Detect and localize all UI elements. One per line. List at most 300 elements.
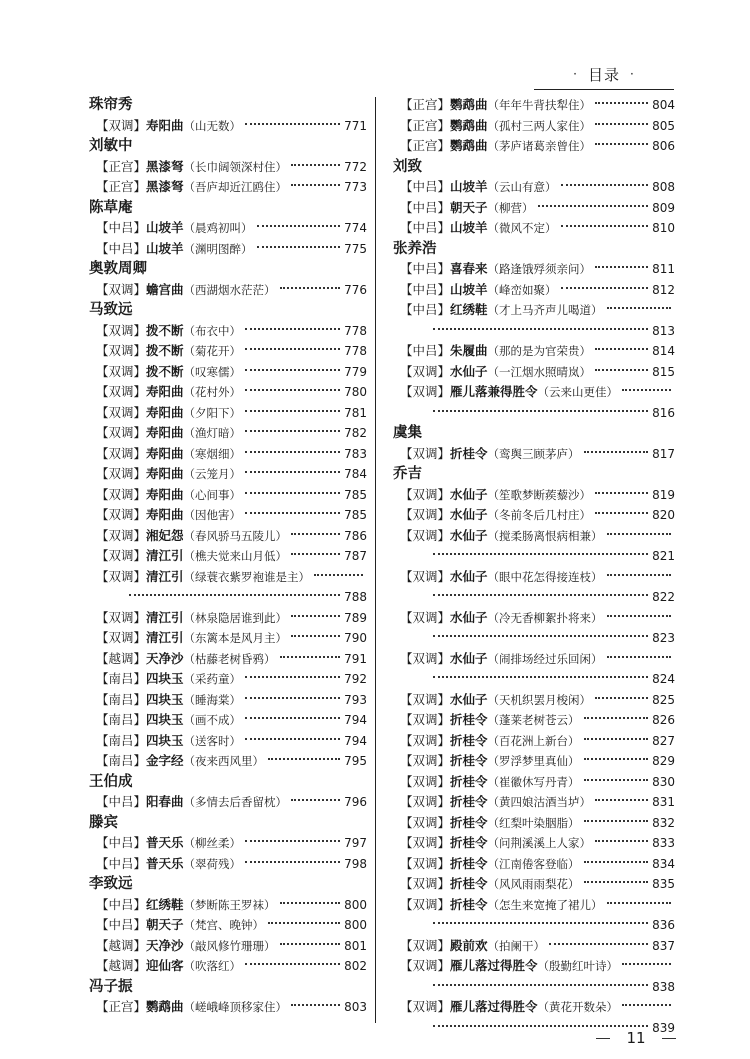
entry-line — [393, 608, 675, 629]
tune-title: 普天乐 — [146, 855, 184, 871]
dot-leader — [268, 757, 340, 760]
page-number: 801 — [344, 938, 367, 953]
tune-title: 雁儿落过得胜令 — [450, 958, 538, 973]
page-number: 782 — [344, 426, 367, 440]
dot-leader — [280, 901, 341, 904]
first-line: （黄四娘沽酒当垆） — [487, 795, 592, 809]
toc-entry[interactable] — [89, 546, 367, 567]
first-line: （才上马齐声儿喝道） — [487, 303, 603, 317]
tune-title: 山坡羊 — [146, 220, 184, 235]
dot-leader — [245, 347, 340, 350]
dot-leader — [291, 163, 340, 166]
page-number: 802 — [344, 959, 367, 973]
page-number: 830 — [652, 774, 675, 789]
mode-tag: 【双调】 — [96, 384, 147, 399]
toc-entry[interactable] — [393, 567, 675, 608]
dot-leader — [314, 573, 363, 576]
entry-line — [89, 116, 367, 137]
tune-title: 四块玉 — [146, 712, 184, 727]
mode-tag: 【双调】 — [400, 814, 451, 830]
dot-leader — [607, 655, 671, 658]
mode-tag: 【正宫】 — [400, 117, 451, 133]
toc-entry[interactable] — [393, 136, 675, 157]
mode-tag: 【正宫】 — [96, 179, 147, 194]
toc-entry[interactable] — [393, 341, 675, 362]
page-number: 831 — [652, 795, 675, 809]
dot-leader — [280, 655, 341, 658]
first-line: （翠荷残） — [183, 856, 242, 871]
mode-tag: 【双调】 — [400, 568, 451, 584]
dot-leader — [584, 778, 649, 781]
dot-leader — [584, 757, 649, 760]
toc-entry[interactable] — [393, 116, 675, 137]
mode-tag: 【南吕】 — [96, 671, 147, 686]
mode-tag: 【中吕】 — [400, 179, 451, 194]
tune-title: 水仙子 — [450, 363, 488, 379]
mode-tag: 【正宫】 — [96, 158, 147, 174]
mode-tag: 【双调】 — [96, 363, 147, 379]
author-heading: 乔吉 — [393, 466, 422, 482]
toc-entry[interactable] — [393, 792, 675, 813]
page-number: 817 — [652, 446, 675, 461]
dot-leader — [245, 470, 340, 473]
page-number: 811 — [652, 262, 675, 276]
mode-tag: 【双调】 — [400, 609, 451, 625]
page-number: 783 — [344, 446, 367, 461]
entry-line — [89, 546, 367, 567]
dot-leader — [129, 593, 340, 596]
toc-entry[interactable] — [89, 936, 367, 957]
page-number: 812 — [652, 282, 675, 297]
toc-entry[interactable] — [89, 157, 367, 178]
page-number: 772 — [344, 159, 367, 174]
toc-entry[interactable] — [89, 239, 367, 260]
mode-tag: 【双调】 — [400, 773, 451, 789]
dot-leader — [549, 942, 648, 945]
toc-entry[interactable] — [89, 710, 367, 731]
page-footer — [596, 1027, 676, 1049]
dot-leader — [245, 675, 340, 678]
toc-entry[interactable] — [89, 526, 367, 547]
mode-tag: 【中吕】 — [96, 240, 147, 256]
page-number: 778 — [344, 323, 367, 338]
mode-tag: 【双调】 — [96, 630, 147, 645]
toc-entry[interactable] — [89, 444, 367, 465]
first-line: （闹排场经过乐回闲） — [487, 651, 603, 666]
page-number: 815 — [652, 364, 675, 379]
toc-entry[interactable] — [393, 362, 675, 383]
tune-title: 寿阳曲 — [146, 384, 184, 399]
page-number: 803 — [344, 1000, 367, 1014]
page-number: 820 — [652, 508, 675, 522]
dot-leader — [245, 368, 340, 371]
page-number: 788 — [344, 590, 367, 604]
mode-tag: 【双调】 — [96, 486, 147, 502]
first-line: （问荆溪溪上人家） — [487, 836, 592, 850]
page-number: 795 — [344, 754, 367, 768]
entry-line — [393, 731, 675, 752]
first-line: （笙歌梦断蒺藜沙） — [487, 487, 592, 502]
dot-leader — [245, 429, 340, 432]
toc-entry[interactable] — [89, 464, 367, 485]
mode-tag: 【南吕】 — [96, 712, 147, 727]
mode-tag: 【双调】 — [96, 568, 147, 584]
toc-entry[interactable] — [89, 218, 367, 239]
mode-tag: 【中吕】 — [96, 220, 147, 235]
toc-entry[interactable] — [393, 218, 675, 239]
dot-leader — [291, 1003, 340, 1006]
tune-title: 鹦鹉曲 — [450, 138, 488, 153]
first-line: （冷无香柳絮扑将来） — [487, 610, 603, 625]
entry-line — [393, 116, 675, 137]
tune-title: 鹦鹉曲 — [450, 117, 488, 133]
entry-line — [89, 382, 367, 403]
dot-leader — [622, 388, 671, 391]
toc-entry[interactable] — [89, 423, 367, 444]
mode-tag: 【双调】 — [400, 486, 451, 502]
toc-entry[interactable] — [89, 628, 367, 649]
page-number: 775 — [344, 241, 367, 256]
dot-leader — [245, 860, 340, 863]
dot-leader — [280, 286, 341, 289]
page-number: 833 — [652, 836, 675, 850]
entry-line — [89, 731, 367, 752]
entry-line — [89, 505, 367, 526]
dot-leader — [433, 327, 648, 330]
tune-title: 天净沙 — [146, 937, 184, 953]
entry-line-continued — [393, 977, 675, 998]
toc-entry[interactable] — [393, 772, 675, 793]
toc-entry[interactable] — [393, 710, 675, 731]
tune-title: 山坡羊 — [146, 240, 184, 256]
entry-line — [393, 833, 675, 854]
toc-entry[interactable] — [89, 567, 367, 608]
page-number: 773 — [344, 180, 367, 194]
toc-entry[interactable] — [89, 751, 367, 772]
toc-entry[interactable] — [393, 505, 675, 526]
toc-entry[interactable] — [393, 649, 675, 690]
toc-entry[interactable] — [393, 936, 675, 957]
mode-tag: 【双调】 — [400, 937, 451, 953]
first-line: （渊明图醉） — [183, 241, 253, 256]
toc-entry[interactable] — [89, 895, 367, 916]
dot-leader — [245, 409, 340, 412]
entry-line — [89, 464, 367, 485]
toc-entry[interactable] — [393, 690, 675, 711]
dot-leader — [245, 450, 340, 453]
tune-title: 寿阳曲 — [146, 404, 184, 420]
first-line: （梦断陈王罗袜） — [183, 897, 276, 912]
page-number: 838 — [652, 979, 675, 994]
tune-title: 朝天子 — [146, 917, 184, 932]
first-line: （孤村三两人家住） — [487, 118, 592, 133]
page-number: 829 — [652, 754, 675, 768]
toc-entry[interactable] — [393, 259, 675, 280]
dot-leader — [245, 491, 340, 494]
toc-entry[interactable] — [393, 280, 675, 301]
page-number: 794 — [344, 733, 367, 748]
entry-line-continued — [89, 587, 367, 608]
page-number: 834 — [652, 856, 675, 871]
page-number: 825 — [652, 692, 675, 707]
dot-leader — [433, 983, 648, 986]
page-number: 776 — [344, 282, 367, 297]
page-number: 819 — [652, 487, 675, 502]
dot-leader — [595, 798, 648, 801]
page-number: 791 — [344, 651, 367, 666]
toc-entry[interactable] — [89, 792, 367, 813]
first-line: （柳营） — [487, 200, 534, 215]
page-number: 824 — [652, 672, 675, 686]
first-line: （崔徽休写丹青） — [487, 774, 580, 789]
toc-entry[interactable] — [393, 731, 675, 752]
dot-leader — [561, 286, 649, 289]
toc-entry[interactable] — [89, 608, 367, 629]
dot-leader — [607, 573, 671, 576]
toc-entry[interactable] — [89, 321, 367, 342]
page-number: 823 — [652, 631, 675, 645]
toc-entry[interactable] — [393, 608, 675, 649]
dot-leader — [607, 306, 671, 309]
page-number: 774 — [344, 221, 367, 235]
first-line: （采药童） — [183, 672, 242, 686]
first-line: （晨鸡初叫） — [183, 221, 253, 235]
mode-tag: 【双调】 — [96, 507, 147, 522]
toc-entry[interactable] — [393, 813, 675, 834]
dot-leader — [433, 921, 648, 924]
header-rule — [534, 89, 674, 90]
entry-line — [393, 505, 675, 526]
dot-leader — [245, 122, 340, 125]
entry-line — [393, 997, 675, 1018]
dot-leader — [595, 696, 648, 699]
entry-line — [89, 403, 367, 424]
mode-tag: 【双调】 — [96, 527, 147, 543]
mode-tag: 【越调】 — [96, 937, 147, 953]
toc-entry[interactable] — [89, 485, 367, 506]
page-number: 832 — [652, 815, 675, 830]
first-line: （怎生来宽掩了裙儿） — [487, 897, 603, 912]
tune-title: 迎仙客 — [146, 958, 184, 973]
entry-line — [393, 362, 675, 383]
first-line: （殷勤红叶诗） — [537, 959, 619, 973]
entry-line — [393, 95, 675, 116]
first-line: （西湖烟水茫茫） — [183, 282, 276, 297]
entry-line — [393, 567, 675, 588]
first-line: （云来山更佳） — [537, 385, 619, 399]
toc-entry[interactable] — [89, 341, 367, 362]
tune-title: 红绣鞋 — [146, 896, 184, 912]
dot-leader — [622, 1003, 671, 1006]
toc-entry[interactable] — [393, 956, 675, 997]
page-number: 780 — [344, 385, 367, 399]
tune-title: 折桂令 — [450, 794, 488, 809]
mode-tag: 【双调】 — [400, 527, 451, 543]
author-heading: 奥敦周卿 — [89, 261, 147, 277]
first-line: （梵宫、晚钟） — [183, 918, 265, 932]
first-line: （柳丝柔） — [183, 836, 242, 850]
first-line: （鸾舆三顾茅庐） — [487, 446, 580, 461]
toc-entry[interactable] — [393, 526, 675, 567]
first-line: （睡海棠） — [183, 692, 242, 707]
first-line: （枯藤老树昏鸦） — [183, 651, 276, 666]
toc-entry[interactable] — [393, 198, 675, 219]
toc-entry[interactable] — [89, 669, 367, 690]
first-line: （茅庐诸葛亲曾住） — [487, 139, 592, 153]
mode-tag: 【双调】 — [96, 609, 147, 625]
mode-tag: 【双调】 — [96, 404, 147, 420]
entry-line — [89, 915, 367, 936]
toc-entry[interactable] — [89, 403, 367, 424]
toc-entry[interactable] — [89, 690, 367, 711]
author-heading: 滕宾 — [89, 814, 118, 831]
dot-leader — [268, 921, 340, 924]
toc-entry[interactable] — [89, 833, 367, 854]
toc-entry[interactable] — [393, 177, 675, 198]
first-line: （罗浮梦里真仙） — [487, 754, 580, 768]
toc-entry[interactable] — [89, 956, 367, 977]
toc-entry[interactable] — [393, 751, 675, 772]
toc-entry[interactable] — [393, 382, 675, 423]
entry-line — [89, 751, 367, 772]
page-number: 792 — [344, 672, 367, 686]
toc-entry[interactable] — [89, 116, 367, 137]
entry-line — [89, 690, 367, 711]
toc-entry[interactable] — [89, 280, 367, 301]
tune-title: 折桂令 — [450, 835, 488, 850]
tune-title: 清江引 — [146, 609, 184, 625]
tune-title: 折桂令 — [450, 773, 488, 789]
toc-entry[interactable] — [89, 382, 367, 403]
mode-tag: 【双调】 — [400, 384, 451, 399]
tune-title: 拨不断 — [146, 343, 184, 358]
dot-leader — [433, 409, 648, 412]
mode-tag: 【南吕】 — [96, 691, 147, 707]
first-line: （夜来西风里） — [183, 754, 265, 768]
entry-line — [89, 157, 367, 178]
first-line: （夕阳下） — [183, 405, 242, 420]
first-line: （一江烟水照晴岚） — [487, 364, 592, 379]
first-line: （云山有意） — [487, 180, 557, 194]
mode-tag: 【双调】 — [400, 958, 451, 973]
tune-title: 鹦鹉曲 — [450, 97, 488, 112]
tune-title: 鹦鹉曲 — [146, 999, 184, 1014]
toc-entry[interactable] — [89, 505, 367, 526]
running-header — [534, 62, 674, 86]
entry-line — [89, 854, 367, 875]
mode-tag: 【双调】 — [400, 794, 451, 809]
toc-entry[interactable] — [89, 997, 367, 1018]
first-line: （吾庐却近江鸥住） — [183, 180, 288, 194]
first-line: （敲风修竹珊珊） — [183, 938, 276, 953]
mode-tag: 【双调】 — [400, 445, 451, 461]
page-number: 809 — [652, 200, 675, 215]
author-heading: 陈草庵 — [89, 199, 133, 216]
toc-entry[interactable] — [89, 854, 367, 875]
entry-line — [89, 997, 367, 1018]
entry-line — [393, 526, 675, 547]
entry-line — [89, 239, 367, 260]
entry-line — [89, 895, 367, 916]
toc-entry[interactable] — [89, 362, 367, 383]
footer-dash-right — [662, 1038, 676, 1039]
mode-tag: 【双调】 — [400, 753, 451, 768]
entry-line — [89, 608, 367, 629]
toc-entry[interactable] — [393, 485, 675, 506]
dot-leader — [257, 245, 341, 248]
tune-title: 寿阳曲 — [146, 507, 184, 522]
first-line: （多情去后香留枕） — [183, 795, 288, 809]
mode-tag: 【越调】 — [96, 958, 147, 973]
tune-title: 黑漆弩 — [146, 158, 184, 174]
tune-title: 阳春曲 — [146, 794, 184, 809]
entry-line — [89, 649, 367, 670]
entry-line — [393, 772, 675, 793]
entry-line — [393, 854, 675, 875]
mode-tag: 【双调】 — [96, 445, 147, 461]
dot-leader — [584, 819, 649, 822]
dot-leader — [433, 634, 648, 637]
toc-entry[interactable] — [393, 300, 675, 341]
first-line: （年年牛背扶犁住） — [487, 98, 592, 112]
mode-tag: 【双调】 — [400, 732, 451, 748]
dot-leader — [291, 552, 340, 555]
entry-line — [89, 444, 367, 465]
tune-title: 清江引 — [146, 630, 184, 645]
dot-leader — [595, 491, 648, 494]
page-number: 796 — [344, 795, 367, 809]
toc-entry[interactable] — [89, 731, 367, 752]
entry-line — [89, 956, 367, 977]
first-line: （布衣中） — [183, 323, 242, 338]
first-line: （搅柔肠离恨病相兼） — [487, 528, 603, 543]
dot-leader — [433, 552, 648, 555]
dot-leader — [622, 962, 671, 965]
tune-title: 水仙子 — [450, 568, 488, 584]
tune-title: 雁儿落过得胜令 — [450, 999, 538, 1014]
page-number: 821 — [652, 549, 675, 563]
footer-dash-left — [596, 1038, 610, 1039]
first-line: （心间事） — [183, 487, 242, 502]
toc-entry[interactable] — [393, 874, 675, 895]
page-number: 779 — [344, 364, 367, 379]
toc-entry[interactable] — [89, 177, 367, 198]
entry-line — [89, 710, 367, 731]
tune-title: 折桂令 — [450, 732, 488, 748]
toc-entry[interactable] — [89, 649, 367, 670]
entry-line — [89, 833, 367, 854]
tune-title: 殿前欢 — [450, 937, 488, 953]
toc-entry[interactable] — [393, 833, 675, 854]
dot-leader — [595, 101, 648, 104]
toc-entry[interactable] — [393, 95, 675, 116]
tune-title: 水仙子 — [450, 609, 488, 625]
toc-entry[interactable] — [393, 895, 675, 936]
mode-tag: 【双调】 — [96, 466, 147, 481]
toc-entry[interactable] — [393, 854, 675, 875]
entry-line — [89, 423, 367, 444]
toc-entry[interactable] — [89, 915, 367, 936]
tune-title: 山坡羊 — [450, 281, 488, 297]
author-heading: 李致远 — [89, 876, 133, 892]
first-line: （峰峦如聚） — [487, 282, 557, 297]
tune-title: 四块玉 — [146, 732, 184, 748]
page-number: 784 — [344, 467, 367, 481]
mode-tag: 【双调】 — [400, 691, 451, 707]
page-number: 771 — [344, 118, 367, 133]
toc-entry[interactable] — [393, 444, 675, 465]
first-line: （冬前冬后几村庄） — [487, 508, 592, 522]
